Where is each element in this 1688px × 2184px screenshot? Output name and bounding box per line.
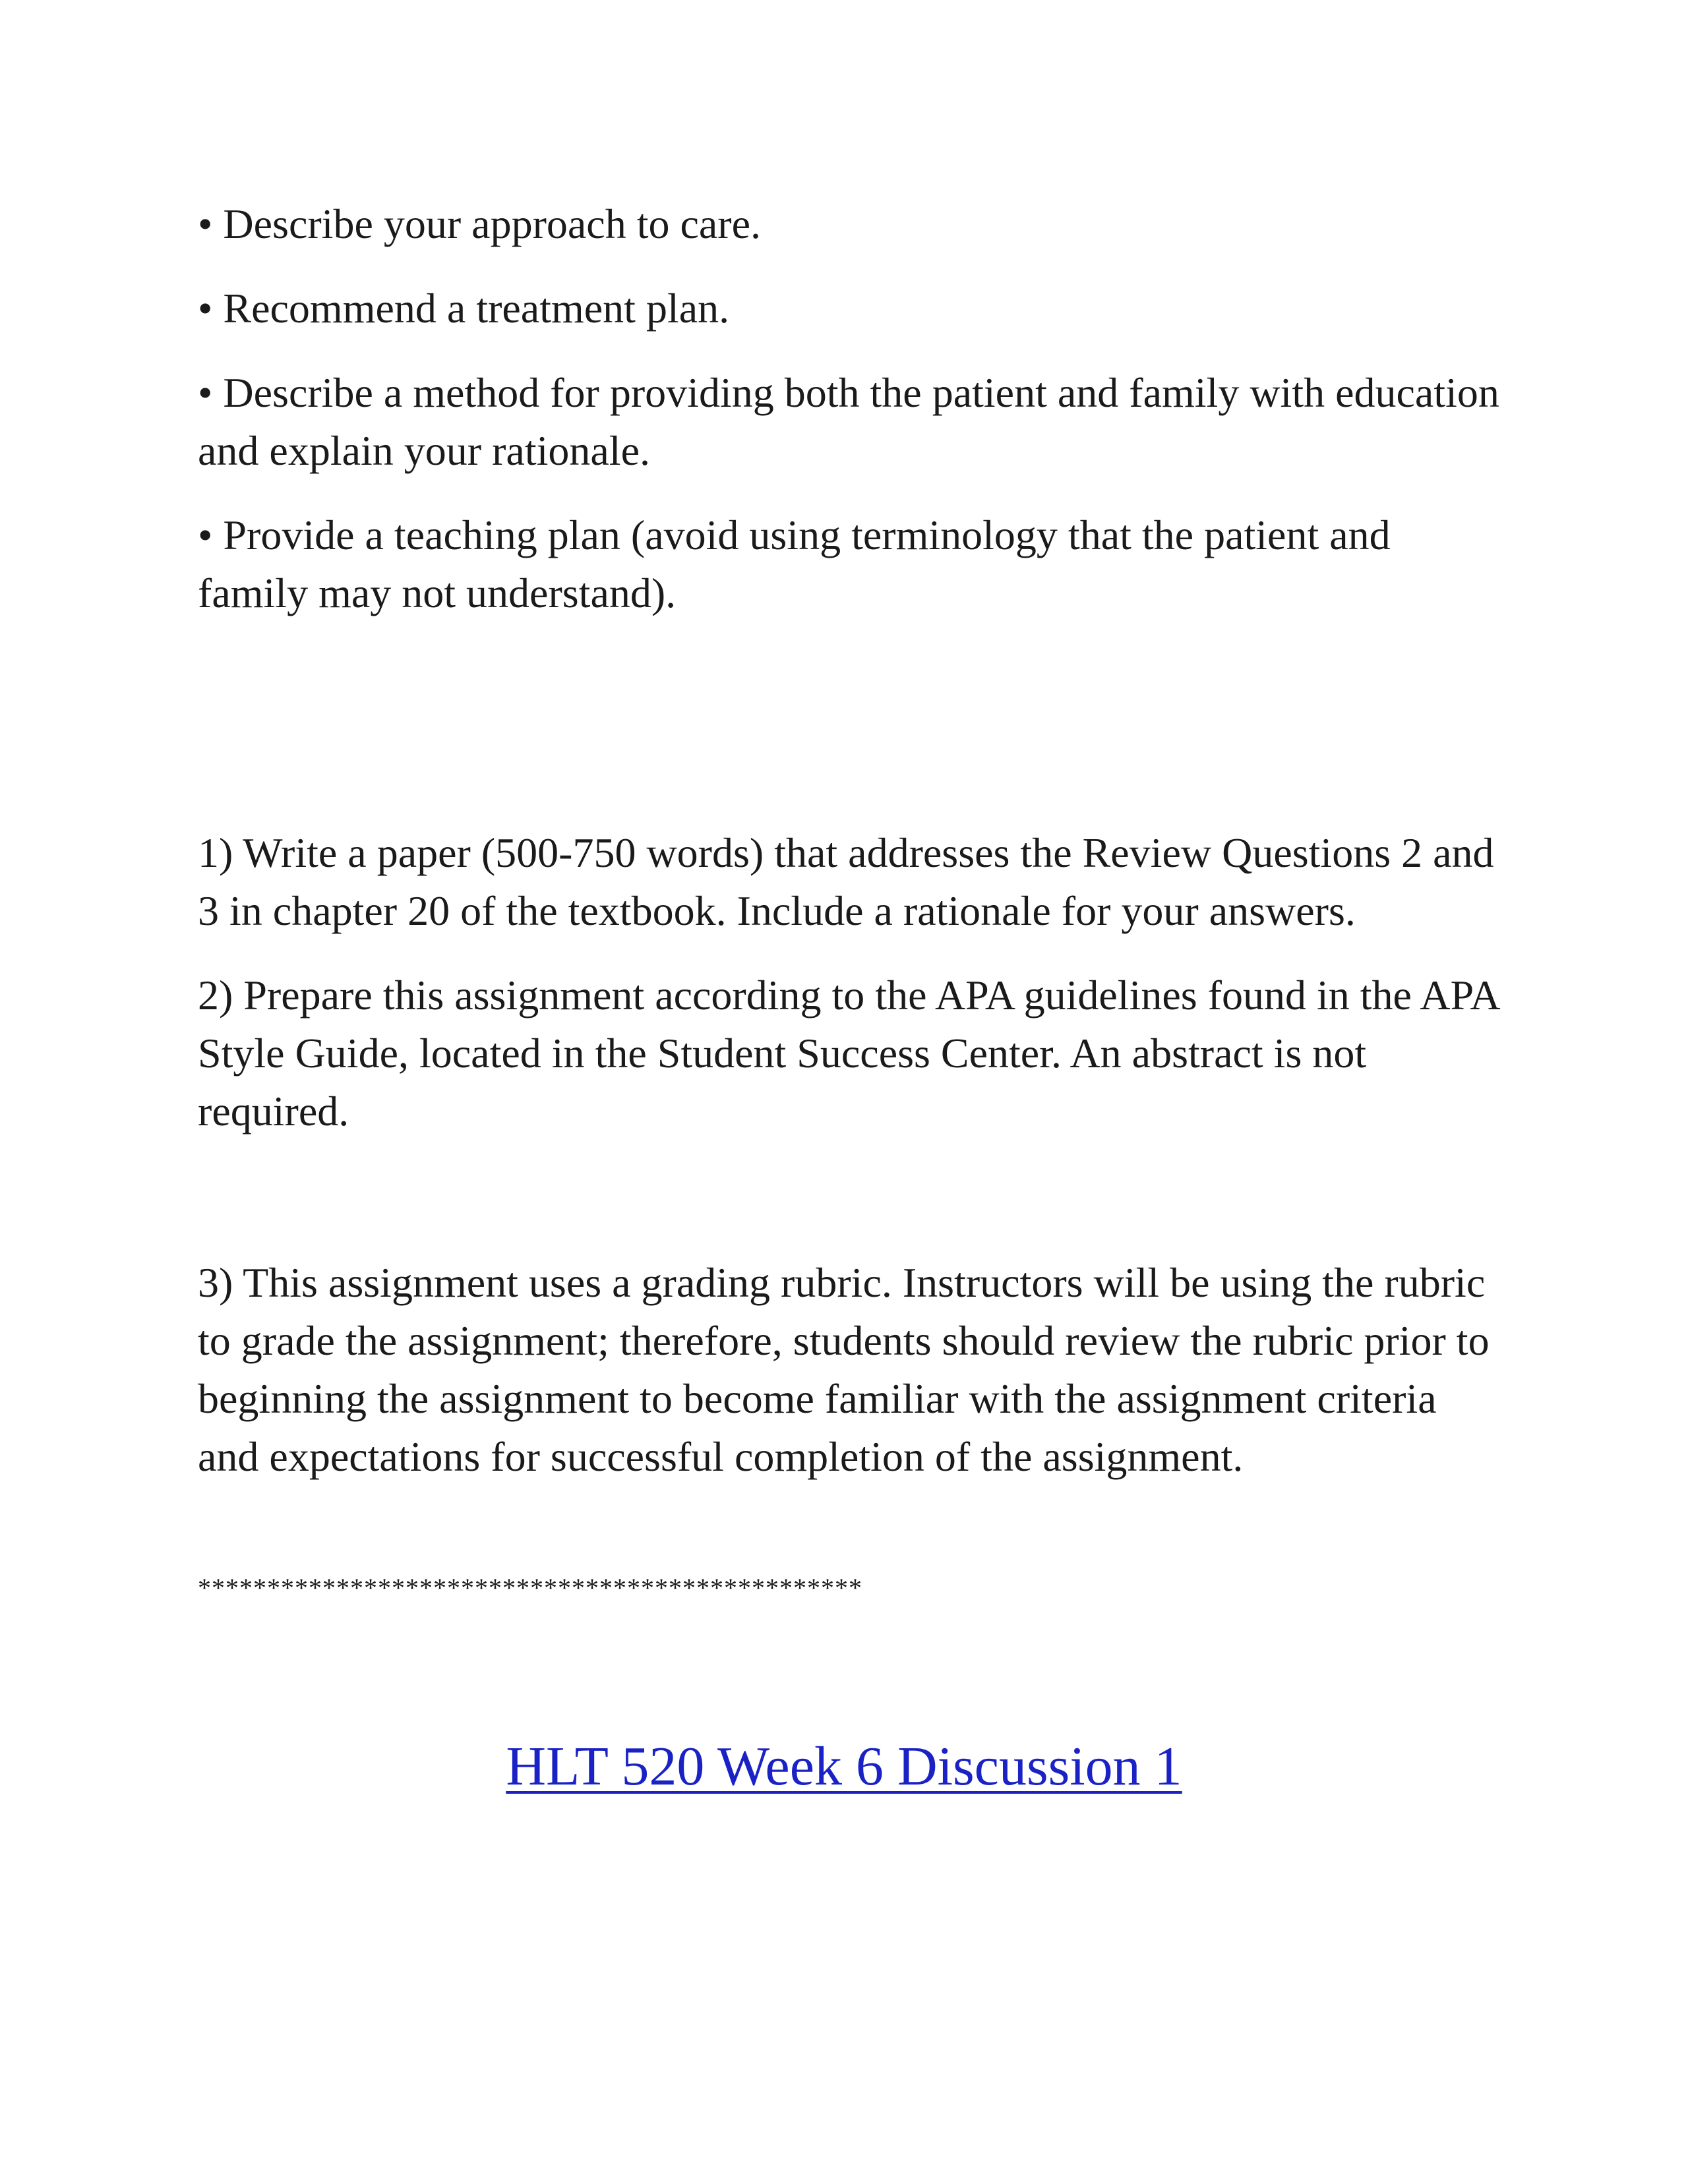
discussion-link[interactable]: HLT 520 Week 6 Discussion 1 [506, 1736, 1182, 1797]
requirement-grading-rubric: 3) This assignment uses a grading rubric. Instructors will be using the rubric to grade the assignment; therefore, students should review the rubric prior to beginning the assignment to become familiar with the assignment criteria and expectations for successful completion of the assignment. [198, 1259, 1490, 1480]
bullet-item-teaching-plan: • Provide a teaching plan (avoid using terminology that the patient and family may not understand). [198, 512, 1391, 616]
bullet-item-treatment-plan: • Recommend a treatment plan. [198, 285, 730, 332]
requirement-apa-format: 2) Prepare this assignment according to the APA guidelines found in the APA Style Guide, located in the Student Success Center. An abstract is not required. [198, 972, 1498, 1135]
requirements-list [198, 824, 1503, 1512]
discussion-link-container [0, 1734, 1688, 1800]
requirement-write-paper: 1) Write a paper (500-750 words) that addresses the Review Questions 2 and 3 in chapter 20 of the textbook. Include a rationale for your answers. [198, 829, 1494, 934]
bullet-item-education-method: • Describe a method for providing both the patient and family with education and explain your rationale. [198, 369, 1499, 474]
bullet-list [198, 195, 1503, 649]
spacer [198, 1167, 1503, 1254]
asterisk-separator: ************************************************ [198, 1573, 862, 1603]
bullet-item-approach-to-care: • Describe your approach to care. [198, 200, 761, 247]
